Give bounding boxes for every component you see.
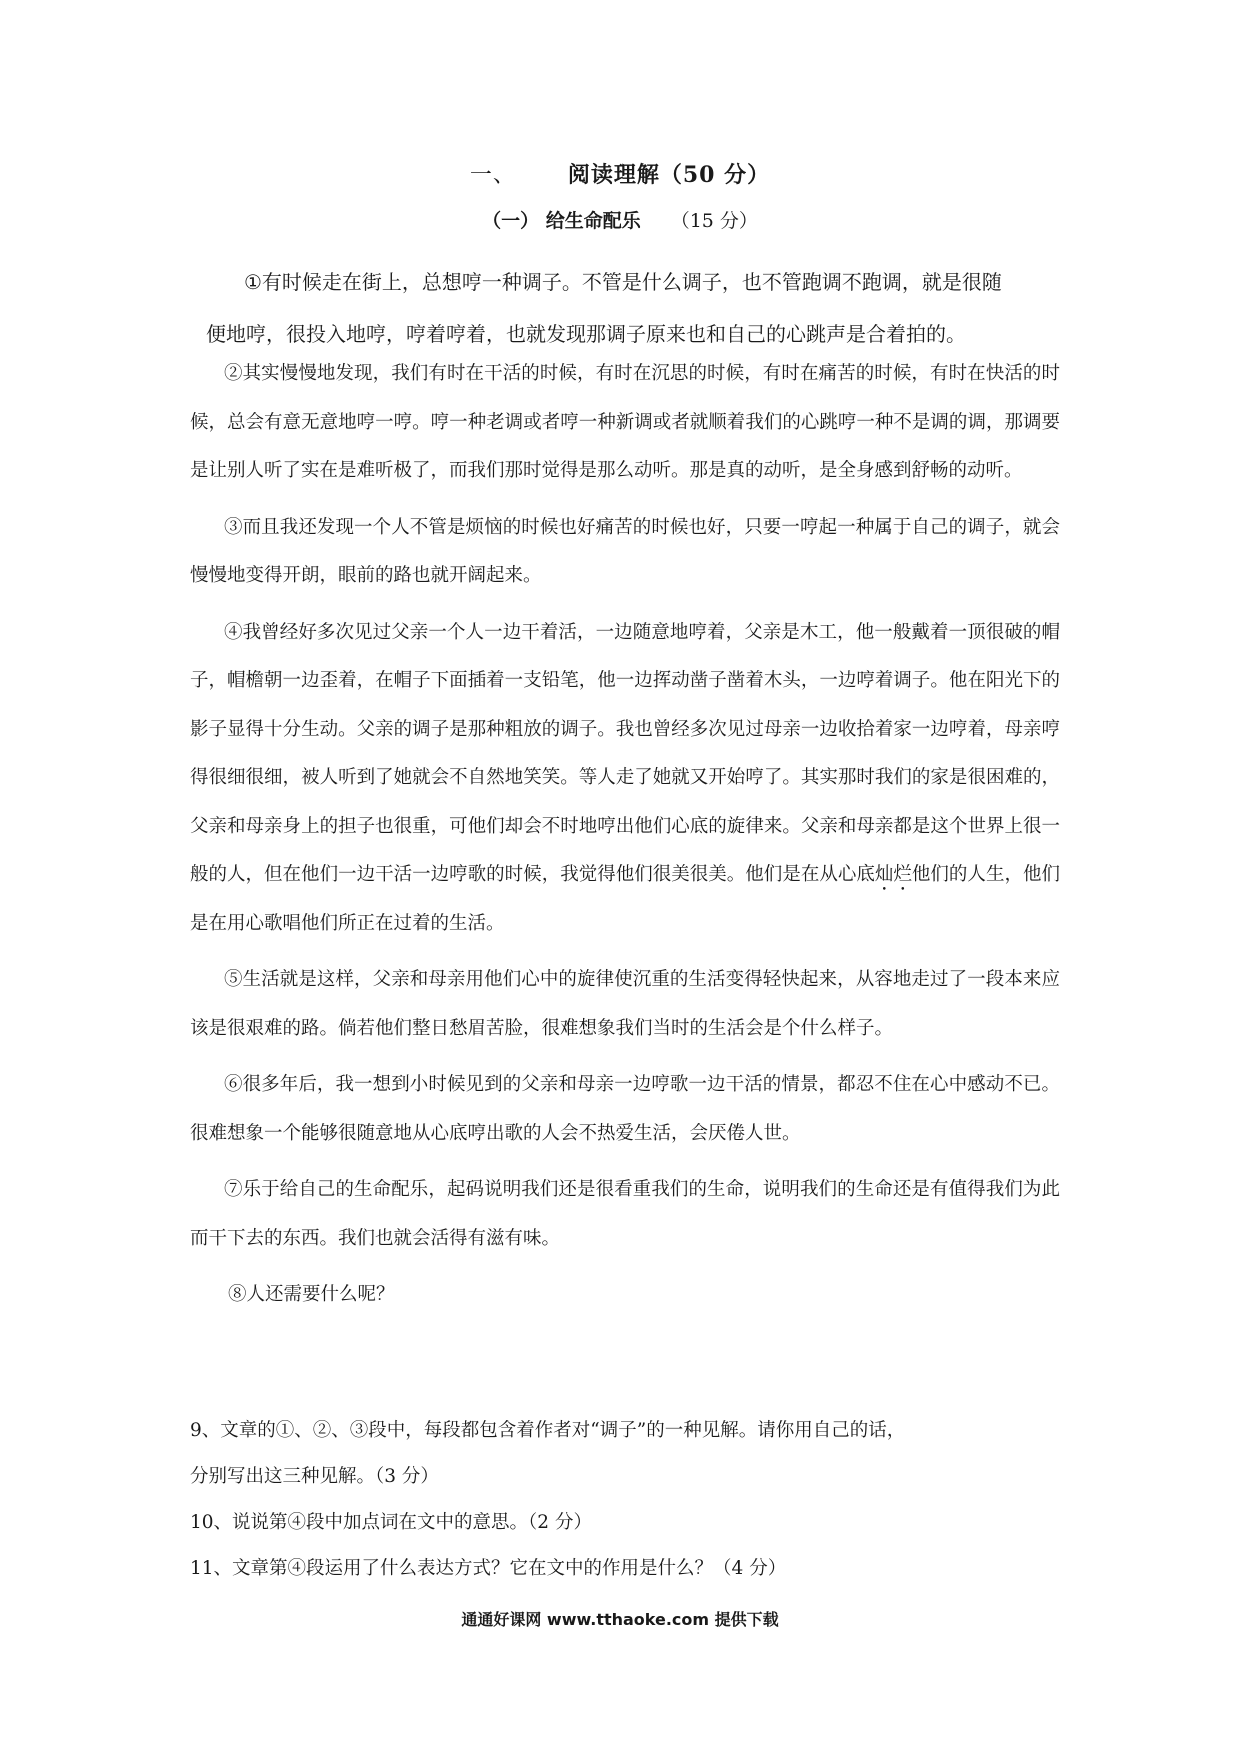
- paragraph-6: ⑥很多年后，我一想到小时候见到的父亲和母亲一边哼歌一边干活的情景，都忍不住在心中感动不已。很难想象一个能够很随意地从心底哼出歌的人会不热爱生活，会厌倦人世。: [190, 1074, 1060, 1144]
- question-list: [190, 1408, 1060, 1592]
- emphasized-word: 灿烂: [874, 864, 912, 885]
- passage-title: （一） 给生命配乐: [482, 210, 641, 232]
- question-11: 11、文章第④段运用了什么表达方式？它在文中的作用是什么？（4 分）: [190, 1558, 787, 1579]
- paragraph-4-text-b: 他们的人生，他们是在用心歌唱他们所正在过着的生活。: [190, 864, 1060, 934]
- section-heading: [0, 158, 1240, 189]
- section-number: 一、: [469, 163, 516, 188]
- paragraph-4-text-a: ④我曾经好多次见过父亲一个人一边干着活，一边随意地哼着，父亲是木工，他一般戴着一顶很破的帽子，帽檐朝一边歪着，在帽子下面插着一支铅笔，他一边挥动凿子凿着木头，一边哼着调子。他在阳光下的影子显得十分生动。父亲的调子是那种粗放的调子。我也曾经多次见过母亲一边收拾着家一边哼着，母亲哼得很细很细，被人听到了她就会不自然地笑笑。等人走了她就又开始哼了。其实那时我们的家是很困难的，父亲和母亲身上的担子也很重，可他们却会不时地哼出他们心底的旋律来。父亲和母亲都是这个世界上很一般的人，但在他们一边干活一边哼歌的时候，我觉得他们很美很美。他们是在从心底: [190, 621, 1060, 885]
- paragraph-4: [190, 609, 1060, 949]
- paragraph-3: ③而且我还发现一个人不管是烦恼的时候也好痛苦的时候也好，只要一哼起一种属于自己的调子，就会慢慢地变得开朗，眼前的路也就开阔起来。: [190, 516, 1060, 586]
- paragraph-1: [206, 256, 1086, 360]
- passage-heading: [0, 206, 1240, 233]
- page-footer: 通通好课网 www.tthaoke.com 提供下载: [461, 1610, 779, 1629]
- passage-body: [190, 350, 1060, 1320]
- paragraph-2: ②其实慢慢地发现，我们有时在干活的时候，有时在沉思的时候，有时在痛苦的时候，有时在快活的时候，总会有意无意地哼一哼。哼一种老调或者哼一种新调或者就顺着我们的心跳哼一种不是调的调，那调要是让别人听了实在是难听极了，而我们那时觉得是那么动听。那是真的动听，是全身感到舒畅的动听。: [190, 363, 1060, 481]
- paragraph-8: ⑧人还需要什么呢？: [228, 1284, 395, 1305]
- question-9-line-1: 9、文章的①、②、③段中，每段都包含着作者对“调子”的一种见解。请你用自己的话，: [190, 1420, 906, 1441]
- section-title: 阅读理解（50 分）: [567, 162, 771, 188]
- paragraph-1-line-2: 便地哼，很投入地哼，哼着哼着，也就发现那调子原来也和自己的心跳声是合着拍的。: [206, 322, 966, 346]
- paragraph-5: ⑤生活就是这样，父亲和母亲用他们心中的旋律使沉重的生活变得轻快起来，从容地走过了一段本来应该是很艰难的路。倘若他们整日愁眉苦脸，很难想象我们当时的生活会是个什么样子。: [190, 969, 1060, 1039]
- paragraph-7: ⑦乐于给自己的生命配乐，起码说明我们还是很看重我们的生命，说明我们的生命还是有值得我们为此而干下去的东西。我们也就会活得有滋有味。: [190, 1179, 1060, 1249]
- question-9-line-2: 分别写出这三种见解。（3 分）: [190, 1466, 439, 1487]
- paragraph-1-line-1: ①有时候走在街上，总想哼一种调子。不管是什么调子，也不管跑调不跑调，就是很随: [244, 270, 1002, 294]
- question-10: 10、说说第④段中加点词在文中的意思。（2 分）: [190, 1512, 592, 1533]
- passage-points: （15 分）: [670, 210, 758, 232]
